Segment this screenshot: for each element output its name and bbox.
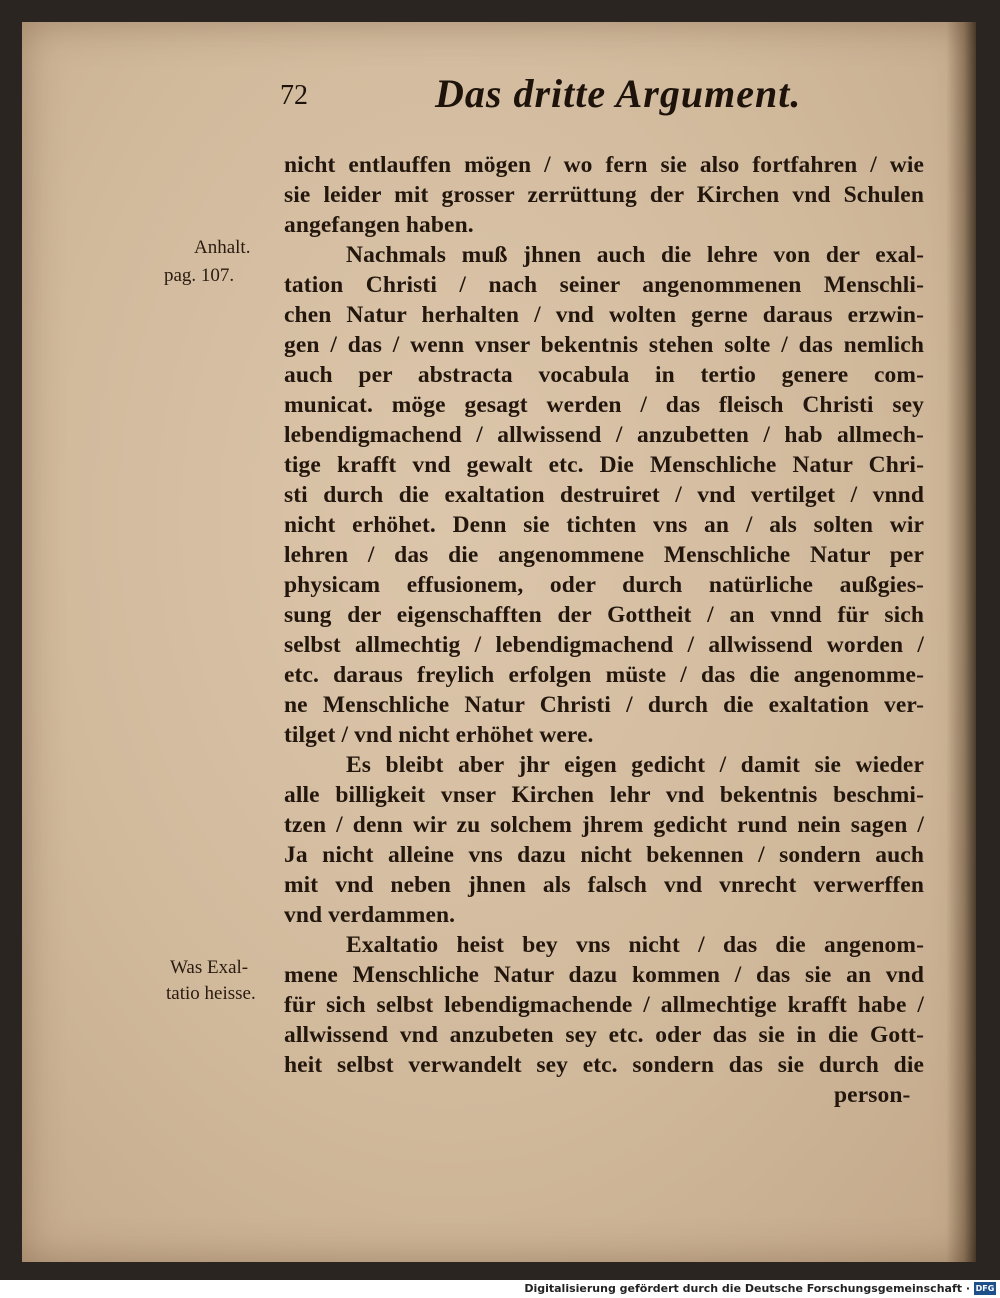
text-line: chen Natur herhalten / vnd wolten gerne daraus erzwin- [284,302,924,328]
catchword: person- [834,1082,911,1108]
text-line: nicht entlauffen mögen / wo fern sie also fortfahren / wie [284,152,924,178]
page-header [280,70,920,130]
margin-note-page-ref: pag. 107. [164,265,235,286]
text-line: lebendigmachend / allwissend / anzubetten / hab allmech- [284,422,924,448]
margin-note-exaltatio-1: Was Exal- [170,957,249,978]
running-title: Das dritte Argument. [435,71,802,116]
text-line: sie leider mit grosser zerrüttung der Kirchen vnd Schulen [284,182,924,208]
book-page [22,22,976,1262]
funding-credit: Digitalisierung gefördert durch die Deutsche Forschungsgemeinschaft · [524,1282,970,1295]
text-line: tzen / denn wir zu solchem jhrem gedicht rund nein sagen / [284,812,924,838]
text-line: heit selbst verwandelt sey etc. sondern das sie durch die [284,1052,924,1078]
text-line: ne Menschliche Natur Christi / durch die exaltation ver- [284,692,924,718]
text-line: tilget / vnd nicht erhöhet were. [284,722,594,748]
text-line: mene Menschliche Natur dazu kommen / das sie an vnd [284,962,924,988]
text-line: alle billigkeit vnser Kirchen lehr vnd bekentnis beschmi- [284,782,924,808]
digitization-footer [0,1280,1000,1298]
margin-note-anhalt: Anhalt. [194,237,251,258]
dfg-logo-icon: DFG [975,1284,995,1293]
text-line: Exaltatio heist bey vns nicht / das die angenom- [346,932,924,958]
text-line: tige krafft vnd gewalt etc. Die Menschliche Natur Chri- [284,452,924,478]
text-line: angefangen haben. [284,212,474,238]
text-line: auch per abstracta vocabula in tertio genere com- [284,362,924,388]
text-line: lehren / das die angenommene Menschliche Natur per [284,542,924,568]
text-line: mit vnd neben jhnen als falsch vnd vnrecht verwerffen [284,872,924,898]
text-line: selbst allmechtig / lebendigmachend / allwissend worden / [284,632,924,658]
text-line: Nachmals muß jhnen auch die lehre von der exal- [346,242,924,268]
text-line: sung der eigenschafften der Gottheit / an vnnd für sich [284,602,924,628]
text-line: sti durch die exaltation destruiret / vnd vertilget / vnnd [284,482,924,508]
page-spine-shadow [946,22,976,1262]
text-line: etc. daraus freylich erfolgen müste / das die angenomme- [284,662,924,688]
text-line: tation Christi / nach seiner angenommenen Menschli- [284,272,924,298]
page-number: 72 [280,80,308,111]
margin-note-exaltatio-2: tatio heisse. [166,983,256,1004]
text-line: Ja nicht alleine vns dazu nicht bekennen / sondern auch [284,842,924,868]
text-line: vnd verdammen. [284,902,456,928]
text-line: municat. möge gesagt werden / das fleisch Christi sey [284,392,924,418]
text-line: für sich selbst lebendigmachende / allmechtige krafft habe / [284,992,924,1018]
text-line: nicht erhöhet. Denn sie tichten vns an / als solten wir [284,512,924,538]
text-line: Es bleibt aber jhr eigen gedicht / damit sie wieder [346,752,924,778]
text-line: physicam effusionem, oder durch natürliche außgies- [284,572,924,598]
text-line: allwissend vnd anzubeten sey etc. oder das sie in die Gott- [284,1022,924,1048]
text-line: gen / das / wenn vnser bekentnis stehen solte / das nemlich [284,332,924,358]
